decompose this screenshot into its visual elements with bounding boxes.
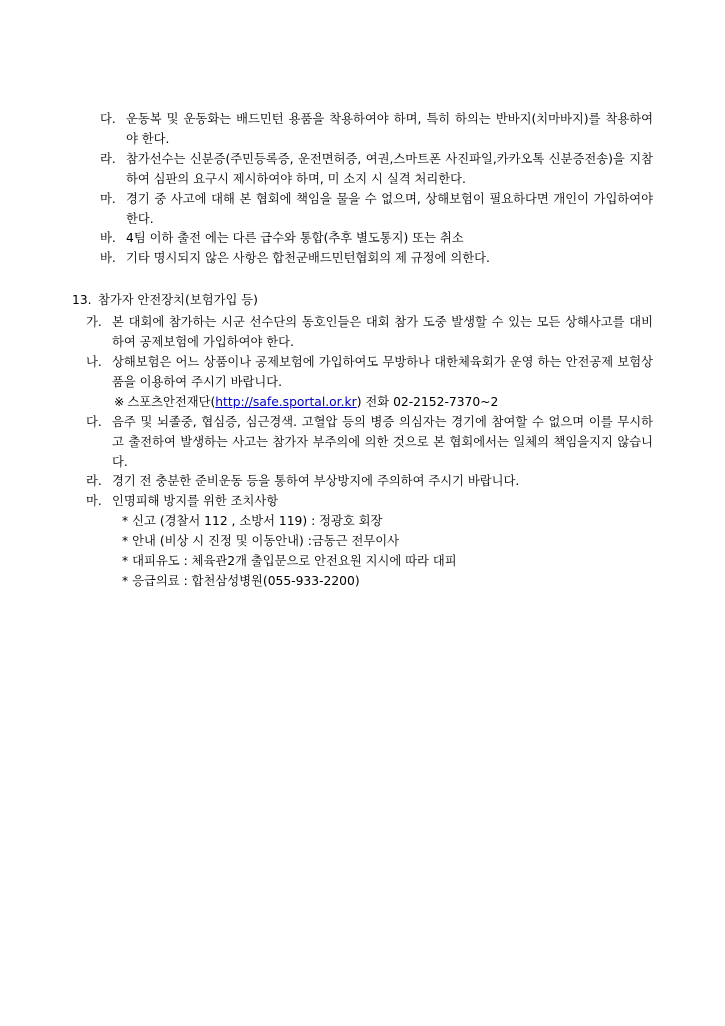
measure-text: 신고 (경찰서 112 , 소방서 119) : 정광호 회장 — [132, 514, 383, 529]
measure-text: 안내 (비상 시 진정 및 이동안내) :금동근 전무이사 — [132, 534, 399, 549]
list-marker: 라. — [100, 151, 116, 166]
list-text: 음주 및 뇌졸중, 협심증, 심근경색. 고혈압 등의 병증 의심자는 경기에 참여할 수 없으며 이를 무시하고 출전하여 발생하는 사고는 참가자 부주의에 의한 것으로 본 협회에서는 일체의 책임을지지 않습니다. — [112, 414, 653, 469]
list-item — [72, 353, 653, 393]
list-marker: 바. — [100, 231, 116, 246]
list-item — [72, 249, 653, 269]
section-title: 참가자 안전장치(보험가입 등) — [98, 293, 258, 308]
list-text: 본 대회에 참가하는 시군 선수단의 동호인들은 대회 참가 도중 발생할 수 있는 모든 상해사고를 대비하여 공제보험에 가입하여야 한다. — [112, 315, 653, 350]
measure-line — [72, 552, 653, 572]
list-text: 경기 중 사고에 대해 본 협회에 책임을 물을 수 없으며, 상해보험이 필요하다면 개인이 가입하여야 한다. — [126, 191, 653, 226]
list-item — [72, 190, 653, 230]
list-item — [72, 229, 653, 249]
list-marker: 라. — [86, 474, 102, 489]
measure-line — [72, 512, 653, 532]
section-heading — [72, 291, 653, 311]
list-item — [72, 472, 653, 492]
sportal-link[interactable]: http://safe.sportal.or.kr — [215, 394, 357, 409]
note-prefix: 스포츠안전재단( — [127, 394, 216, 409]
list-text: 참가선수는 신분증(주민등록증, 운전면허증, 여권,스마트폰 사진파일,카카오톡 신분증전송)을 지참하여 심판의 요구시 제시하여야 하며, 미 소지 시 실격 처리한다. — [126, 151, 653, 186]
list-item — [72, 492, 653, 512]
section-number: 13. — [72, 293, 92, 308]
note-line — [72, 393, 653, 413]
measure-text: 응급의료 : 합천삼성병원(055-933-2200) — [132, 573, 360, 588]
list-marker: 나. — [86, 354, 102, 369]
list-marker: 다. — [100, 112, 116, 126]
measure-line — [72, 532, 653, 552]
list-text: 기타 명시되지 않은 사항은 합천군배드민턴협회의 제 규정에 의한다. — [126, 251, 490, 266]
list-text: 운동복 및 운동화는 배드민턴 용품을 착용하여야 하며, 특히 하의는 반바지(치마바지)를 착용하여야 한다. — [126, 112, 653, 146]
list-text: 경기 전 충분한 준비운동 등을 통하여 부상방지에 주의하여 주시기 바랍니다. — [112, 474, 520, 489]
list-marker: 바. — [100, 251, 116, 266]
bullet-star: * — [122, 534, 129, 549]
list-item — [72, 110, 653, 150]
list-marker: 마. — [100, 191, 116, 206]
bullet-star: * — [122, 554, 129, 569]
measure-text: 대피유도 : 체육관2개 출입문으로 안전요원 지시에 따라 대피 — [132, 554, 457, 569]
measure-line — [72, 572, 653, 592]
list-text: 상해보험은 어느 상품이나 공제보험에 가입하여도 무방하나 대한체육회가 운영 하는 안전공제 보험상품을 이용하여 주시기 바랍니다. — [112, 354, 653, 389]
list-text: 4팀 이하 출전 에는 다른 급수와 통합(추후 별도통지) 또는 취소 — [126, 231, 464, 246]
note-suffix: ) 전화 02-2152-7370~2 — [356, 394, 499, 409]
bullet-star: * — [122, 514, 129, 529]
list-marker: 가. — [86, 315, 102, 330]
bullet-star: * — [122, 573, 129, 588]
reference-mark: ※ — [114, 394, 125, 409]
list-marker: 마. — [86, 494, 102, 509]
list-text: 인명피해 방지를 위한 조치사항 — [112, 494, 279, 509]
list-item — [72, 313, 653, 353]
document-body — [72, 110, 653, 592]
list-item — [72, 413, 653, 473]
list-item — [72, 150, 653, 190]
list-marker: 다. — [86, 414, 102, 429]
